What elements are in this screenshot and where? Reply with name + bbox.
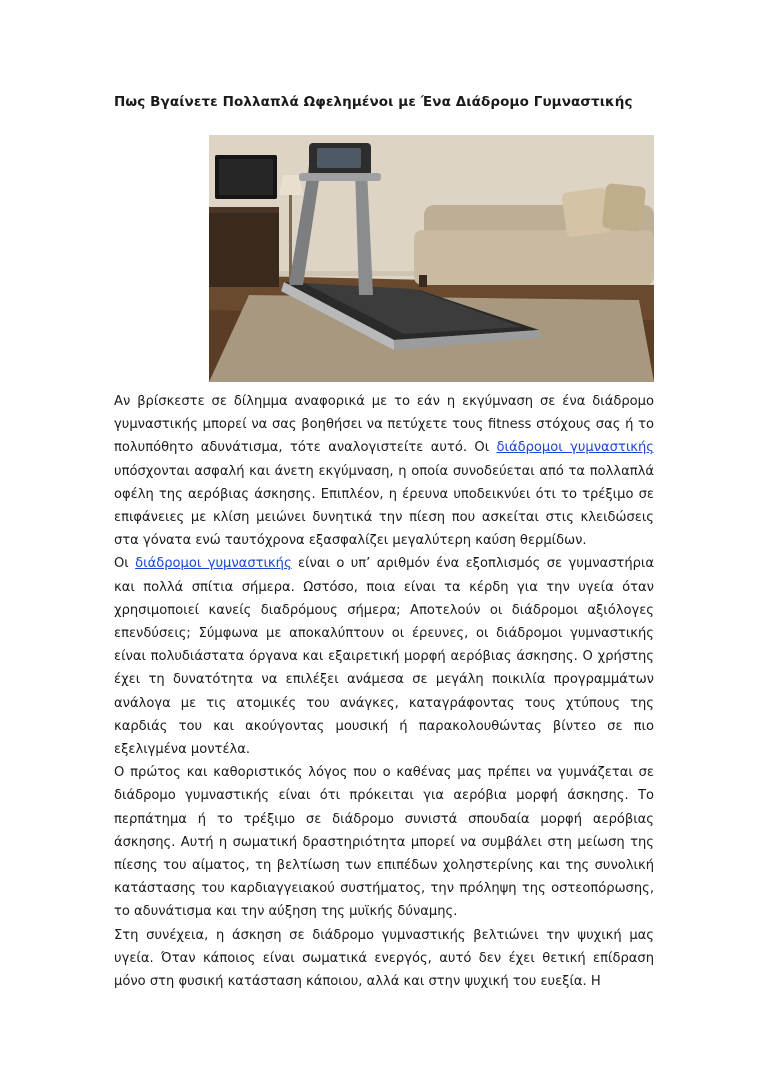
paragraph-4: Στη συνέχεια, η άσκηση σε διάδρομο γυμναστικής βελτιώνει την ψυχική μας υγεία. Όταν κάποιος είναι σωματικά ενεργός, αυτό δεν έχει θετική επίδραση μόνο στη φυσική κατάσταση κάποιου, αλλά και στην ψυχική του ευεξία. Η [114,927,654,990]
paragraph-1: Αν βρίσκεστε σε δίλημμα αναφορικά με το εάν η εκγύμναση σε ένα διάδρομο γυμναστικής μπορεί να σας βοηθήσει να πετύχετε τους fitness στόχους σας ή το πολυπόθητο αδυνάτισμα, τότε αναλογιστείτε αυτό. Οι διάδρομοι γυμναστικής υπόσχονται ασφαλή και άνετη εκγύμναση, η οποία συνοδεύεται από τα πολλαπλά οφέλη της αερόβιας άσκησης. Επιπλέον, η έρευνα υποδεικνύει ότι το τρέξιμο σε επιφάνειες με κλίση μειώνει δυνητικά την πίεση που ασκείται στις κλειδώσεις στα γόνατα ενώ ταυτόχρονα εξασφαλίζει μεγαλύτερη καύση θερμίδων. [114,394,654,549]
treadmill-illustration [209,135,654,382]
article-body [114,390,654,993]
paragraph-3: Ο πρώτος και καθοριστικός λόγος που ο καθένας μας πρέπει να γυμνάζεται σε διάδρομο γυμναστικής είναι ότι πρόκειται για αερόβια μορφή άσκησης. Το περπάτημα ή το τρέξιμο σε διάδρομο συνιστά σπουδαία μορφή αερόβιας άσκησης. Αυτή η σωματική δραστηριότητα μπορεί να συμβάλει στη μείωση της πίεσης του αίματος, τη βελτίωση των επιπέδων χοληστερίνης και της συνολική κατάστασης του καρδιαγγειακού συστήματος, την πρόληψη της οστεοπόρωσης, το αδυνάτισμα και την αύξηση της μυϊκής δύναμης. [114,765,654,920]
page-title: Πως Βγαίνετε Πολλαπλά Ωφελημένοι με Ένα Διάδρομο Γυμναστικής [114,94,633,110]
treadmills-link-1[interactable]: διάδρομοι γυμναστικής [496,440,654,456]
treadmill-photo [209,135,654,382]
paragraph-2: Οι διάδρομοι γυμναστικής είναι ο υπ’ αριθμόν ένα εξοπλισμός σε γυμναστήρια και πολλά σπίτια σήμερα. Ωστόσο, ποια είναι τα κέρδη για την υγεία όταν χρησιμοποιεί κανείς διαδρόμους σήμερα; Αποτελούν οι διάδρομοι αξιόλογες επενδύσεις; Σύμφωνα με αποκαλύπτουν οι έρευνες, οι διάδρομοι γυμναστικής είναι πολυδιάστατα όργανα και εξαιρετική μορφή αερόβιας άσκησης. Ο χρήστης έχει τη δυνατότητα να επιλέξει ανάμεσα σε μεγάλη ποικιλία προγραμμάτων ανάλογα με τις ατομικές του ανάγκες, καταγράφοντας τους χτύπους της καρδιάς του και ακούγοντας μουσική ή παρακολουθώντας βίντεο σε πιο εξελιγμένα μοντέλα. [114,556,654,758]
treadmills-link-2[interactable]: διάδρομοι γυμναστικής [135,556,292,572]
